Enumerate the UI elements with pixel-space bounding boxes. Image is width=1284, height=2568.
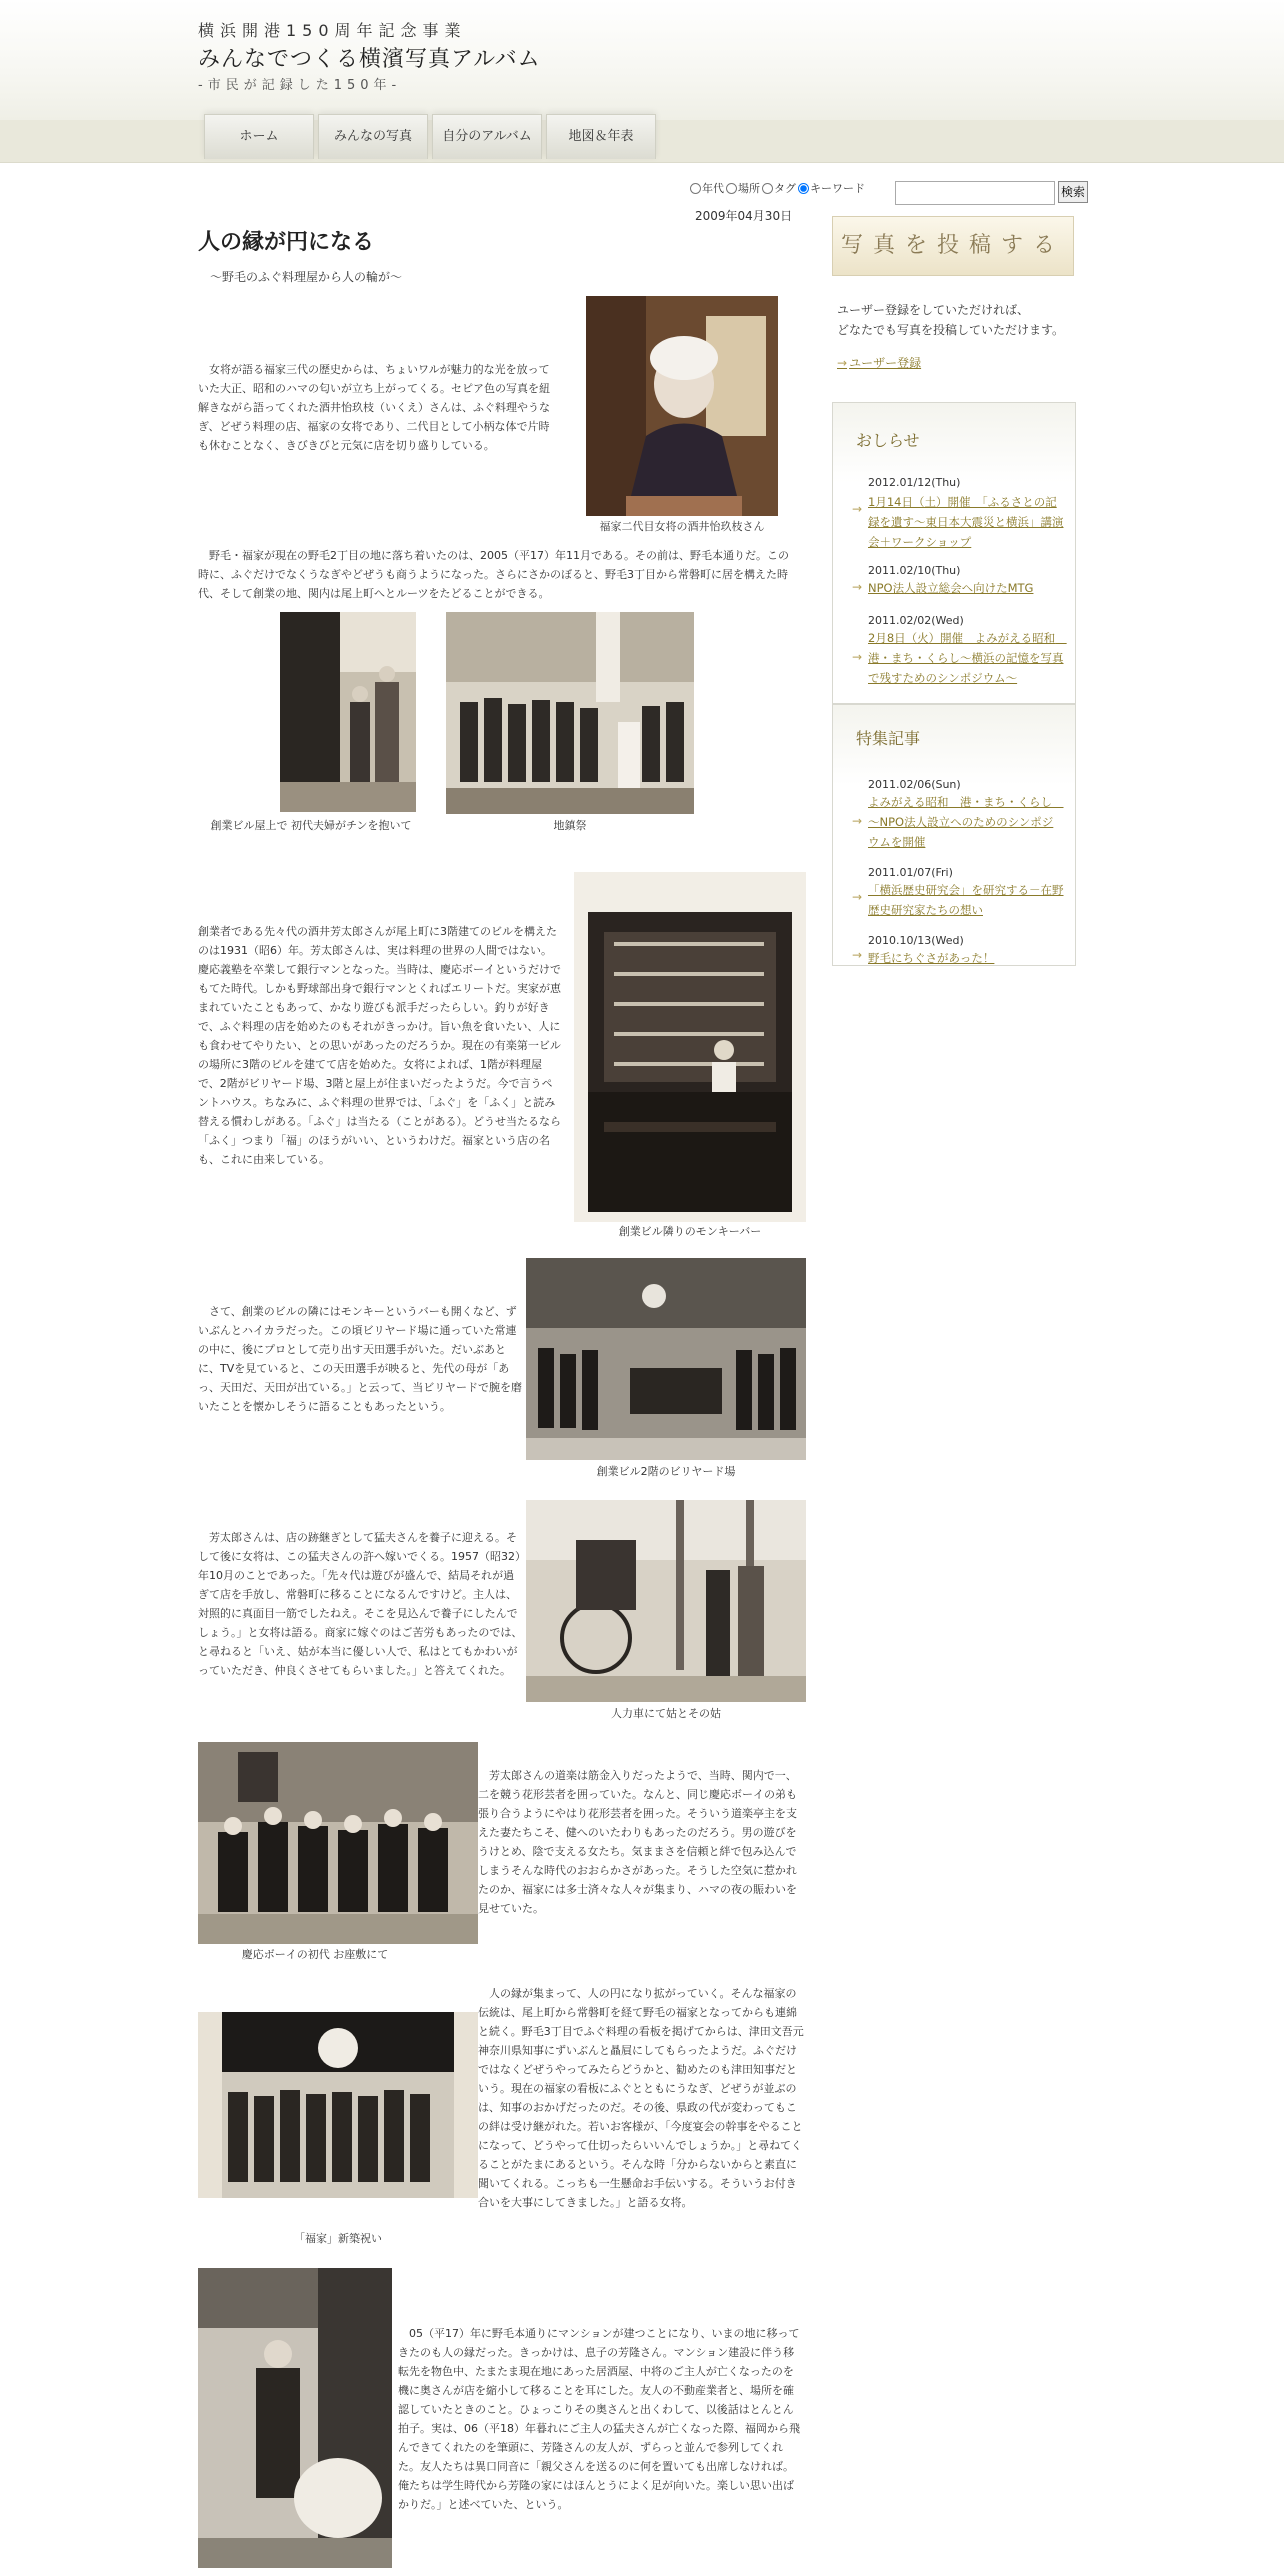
photo-caption: 慶応ボーイの初代 お座敷にて bbox=[241, 1948, 389, 1961]
news-date: 2012.01/12(Thu) bbox=[868, 476, 961, 489]
arrow-right-icon: → bbox=[837, 356, 848, 370]
article-title: 人の縁が円になる bbox=[198, 230, 375, 255]
article-paragraph-1: 女将が語る福家三代の歴史からは、ちょいワルが魅力的な光を放っていた大正、昭和のハマの匂いが立ち上がってくる。セピア色の写真を紐解きながら語ってくれた酒井怡玖枝（いくえ）さんは、ふぐ料理やうなぎ、どぜう料理の店、福家の女将であり、二代目として小柄な体で片時も休むことなく、きびきびと元気に店を切り盛りしている。 bbox=[198, 363, 550, 452]
photo-caption: 地鎮祭 bbox=[553, 819, 587, 832]
register-text: ユーザー登録をしていただければ、 どなたでも写真を投稿していただけます。 bbox=[837, 303, 1065, 337]
feature-date: 2011.02/06(Sun) bbox=[868, 778, 961, 791]
search-option-keyword[interactable]: キーワード bbox=[798, 180, 865, 196]
photo-caption: 創業ビル隣りのモンキーバー bbox=[618, 1225, 762, 1238]
header-subtitle-bottom: -市民が記録した150年- bbox=[198, 78, 402, 93]
article-paragraph-3: 創業者である先々代の酒井芳太郎さんが尾上町に3階建てのビルを構えたのは1931（昭6）年。芳太郎さんは、実は料理の世界の人間ではない。慶応義塾を卒業して銀行マンとなった。当時は、慶応ボーイというだけでもてた時代。しかも野球部出身で銀行マンとくればエリートだ。実家が恵まれていたこともあって、かなり遊びも派手だったらしい。釣りが好きで、ふぐ料理の店を始めたのもそれがきっかけ。旨い魚を食いたい、人にも食わせてやりたい、との思いがあったのだろうか。現在の有楽第一ビルの場所に3階のビルを建てて店を始めた。女将によれば、1階が料理屋で、2階がビリヤード場、3階と屋上が住まいだったようだ。今で言うペントハウス。ちなみに、ふぐ料理の世界では、「ふぐ」を「ふく」と読み替える慣わしがある。「ふぐ」は当たる（ことがある）。どうせ当たるなら「ふく」つまり「福」のほうがいい、というわけだ。福家という店の名も、これに由来している。 bbox=[198, 925, 561, 1166]
feature-link[interactable]: よみがえる昭和 港・まち・くらし ～NPO法人設立へのためのシンポジウムを開催 bbox=[868, 795, 1064, 849]
news-link[interactable]: NPO法人設立総会へ向けたMTG bbox=[868, 581, 1034, 595]
search-option-tag[interactable]: タグ bbox=[762, 180, 796, 196]
arrow-right-icon: → bbox=[852, 650, 863, 664]
article-paragraph-7: 人の縁が集まって、人の円になり拡がっていく。そんな福家の伝統は、尾上町から常磐町を経て野毛の福家となってからも連綿と続く。野毛3丁目でふぐ料理の看板を掲げてからは、津田文吾元神奈川県知事にずいぶんと贔屓にしてもらったようだ。ふぐだけではなくどぜうやってみたらどうかと、勧めたのも津田知事だという。現在の福家の看板にふぐとともにうなぎ、どぜうが並ぶのは、知事のおかげだったのだ。その後、県政の代が変わってもこの絆は受け継がれた。若いお客様が、「今度宴会の幹事をやることになって、どうやって仕切ったらいいんでしょうか。」と尋ねてくることがたまにあるという。そんな時「分からないからと素直に聞いてくれる。こっちも一生懸命お手伝いする。そういうお付き合いを大事にしてきました。」と語る女将。 bbox=[478, 1987, 804, 2209]
site-title[interactable]: みんなでつくる横濱写真アルバム bbox=[198, 47, 541, 72]
nav-tab-my-album[interactable]: 自分のアルバム bbox=[432, 114, 542, 159]
search-button[interactable]: 検索 bbox=[1058, 181, 1088, 203]
news-date: 2011.02/02(Wed) bbox=[868, 614, 964, 627]
user-register-link[interactable]: → ユーザー登録 bbox=[837, 356, 922, 370]
photo-rooftop-couple[interactable] bbox=[280, 612, 416, 812]
arrow-right-icon: → bbox=[852, 580, 863, 594]
news-link[interactable]: 1月14日（土）開催 「ふるさとの記録を遺す～東日本大震災と横浜」講演会＋ワークショップ bbox=[868, 495, 1064, 549]
article-paragraph-2: 野毛・福家が現在の野毛2丁目の地に落ち着いたのは、2005（平17）年11月である。その前は、野毛本通りだ。この時に、ふぐだけでなくうなぎやどぜうも商うようになった。さらにさかのぼると、野毛3丁目から常磐町に居を構えた時代、そして創業の地、関内は尾上町へとルーツをたどることができる。 bbox=[198, 549, 789, 600]
nav-tab-home[interactable]: ホーム bbox=[204, 114, 314, 159]
search-option-era[interactable]: 年代 bbox=[690, 180, 724, 196]
photo-caption: 創業ビル2階のビリヤード場 bbox=[596, 1465, 736, 1478]
photo-new-building-celebration[interactable] bbox=[198, 2012, 478, 2198]
nav-tab-everyone-photos[interactable]: みんなの写真 bbox=[318, 114, 428, 159]
header-subtitle-top: 横浜開港150周年記念事業 bbox=[198, 21, 467, 40]
article-date: 2009年04月30日 bbox=[695, 209, 793, 223]
photo-ozashiki[interactable] bbox=[198, 1742, 478, 1944]
feature-link[interactable]: 野毛にちぐさがあった！ bbox=[868, 951, 995, 965]
news-link[interactable]: 2月8日（火）開催 よみがえる昭和 港・まち・くらし～横浜の記憶を写真で残すためのシンポジウム～ bbox=[868, 631, 1067, 685]
photo-monkey-bar[interactable] bbox=[574, 872, 806, 1222]
arrow-right-icon: → bbox=[852, 948, 863, 962]
photo-okami-portrait[interactable] bbox=[586, 296, 778, 516]
news-date: 2011.02/10(Thu) bbox=[868, 564, 961, 577]
search-option-place[interactable]: 場所 bbox=[726, 180, 760, 196]
feature-link[interactable]: 「横浜歴史研究会」を研究する－在野歴史研究家たちの想い bbox=[868, 883, 1064, 917]
nav-tab-map-timeline[interactable]: 地図＆年表 bbox=[546, 114, 656, 159]
photo-caption: 人力車にて姑とその姑 bbox=[611, 1707, 721, 1720]
search-options bbox=[690, 180, 865, 196]
photo-rickshaw[interactable] bbox=[526, 1500, 806, 1702]
feature-date: 2011.01/07(Fri) bbox=[868, 866, 953, 879]
article-paragraph-8: 05（平17）年に野毛本通りにマンションが建つことになり、いまの地に移ってきたのも人の縁だった。きっかけは、息子の芳隆さん。マンション建設に伴う移転先を物色中、たまたま現在地にあった居酒屋、中将のご主人が亡くなったのを機に奥さんが店を縮小して移ることを耳にした。友人の不動産業者と、場所を確認していたときのこと。ひょっこりその奥さんと出くわして、以後話はとんとん拍子。実は、06（平18）年暮れにご主人の猛夫さんが亡くなった際、福岡から飛んできてくれたのを筆頭に、芳隆さんの友人が、ずらっと並んで参列してくれた。友人たちは異口同音に「親父さんを送るのに何を置いても出席しなければ。俺たちは学生時代から芳隆の家にはほんとうによく足が向いた。楽しい思い出ばかりだ。」と述べていた、という。 bbox=[398, 2327, 800, 2511]
photo-fugu-sign[interactable] bbox=[198, 2268, 392, 2568]
photo-billiard-hall[interactable] bbox=[526, 1258, 806, 1460]
arrow-right-icon: → bbox=[852, 814, 863, 828]
photo-groundbreaking[interactable] bbox=[446, 612, 694, 814]
article-subtitle: ～野毛のふぐ料理屋から人の輪が～ bbox=[210, 270, 403, 284]
news-title: おしらせ bbox=[856, 431, 920, 450]
arrow-right-icon: → bbox=[852, 890, 863, 904]
feature-title: 特集記事 bbox=[856, 729, 921, 748]
photo-caption: 創業ビル屋上で 初代夫婦がチンを抱いて bbox=[210, 819, 412, 832]
article-paragraph-5: 芳太郎さんは、店の跡継ぎとして猛夫さんを養子に迎える。そして後に女将は、この猛夫さんの許へ嫁いでくる。1957（昭32）年10月のことであった。「先々代は遊びが盛んで、結局それが過ぎて店を手放し、常磐町に移ることになるんですけど。主人は、対照的に真面目一筋でしたねえ。そこを見込んで養子にしたんでしょう。」と女将は語る。商家に嫁ぐのはご苦労もあったのでは、と尋ねると「いえ、姑が本当に優しい人で、私はとてもかわいがっていただき、仲良くさせてもらいました。」と答えてくれた。 bbox=[198, 1531, 523, 1677]
article-paragraph-6: 芳太郎さんの道楽は筋金入りだったようで、当時、関内で一、二を競う花形芸者を囲っていた。なんと、同じ慶応ボーイの弟も張り合うようにやはり花形芸者を囲った。そういう道楽亭主を支えた妻たちこそ、健へのいたわりもあったのだろう。男の遊びをうけとめ、陰で支える女たち。気ままさを信頼と絆で包み込んでしまうそんな時代のおおらかさがあった。そうした空気に惹かれたのか、福家には多士済々な人々が集まり、ハマの夜の賑わいを見せていた。 bbox=[478, 1769, 797, 1915]
article-paragraph-4: さて、創業のビルの隣にはモンキーというバーも開くなど、ずいぶんとハイカラだった。この頃ビリヤード場に通っていた常連の中に、後にプロとして売り出す天田選手がいた。だいぶあとに、TVを見ていると、この天田選手が映ると、先代の母が「あっ、天田だ、天田が出ている。」と云って、当ビリヤードで腕を磨いたことを懐かしそうに語ることもあったという。 bbox=[198, 1305, 523, 1413]
search-input[interactable] bbox=[895, 181, 1055, 205]
arrow-right-icon: → bbox=[852, 502, 863, 516]
photo-caption: 「福家」新築祝い bbox=[294, 2232, 382, 2245]
photo-caption: 福家二代目女将の酒井怡玖枝さん bbox=[599, 520, 765, 533]
site-header bbox=[0, 0, 1284, 120]
post-photo-button[interactable]: 写真を投稿する bbox=[832, 216, 1074, 276]
feature-date: 2010.10/13(Wed) bbox=[868, 934, 964, 947]
